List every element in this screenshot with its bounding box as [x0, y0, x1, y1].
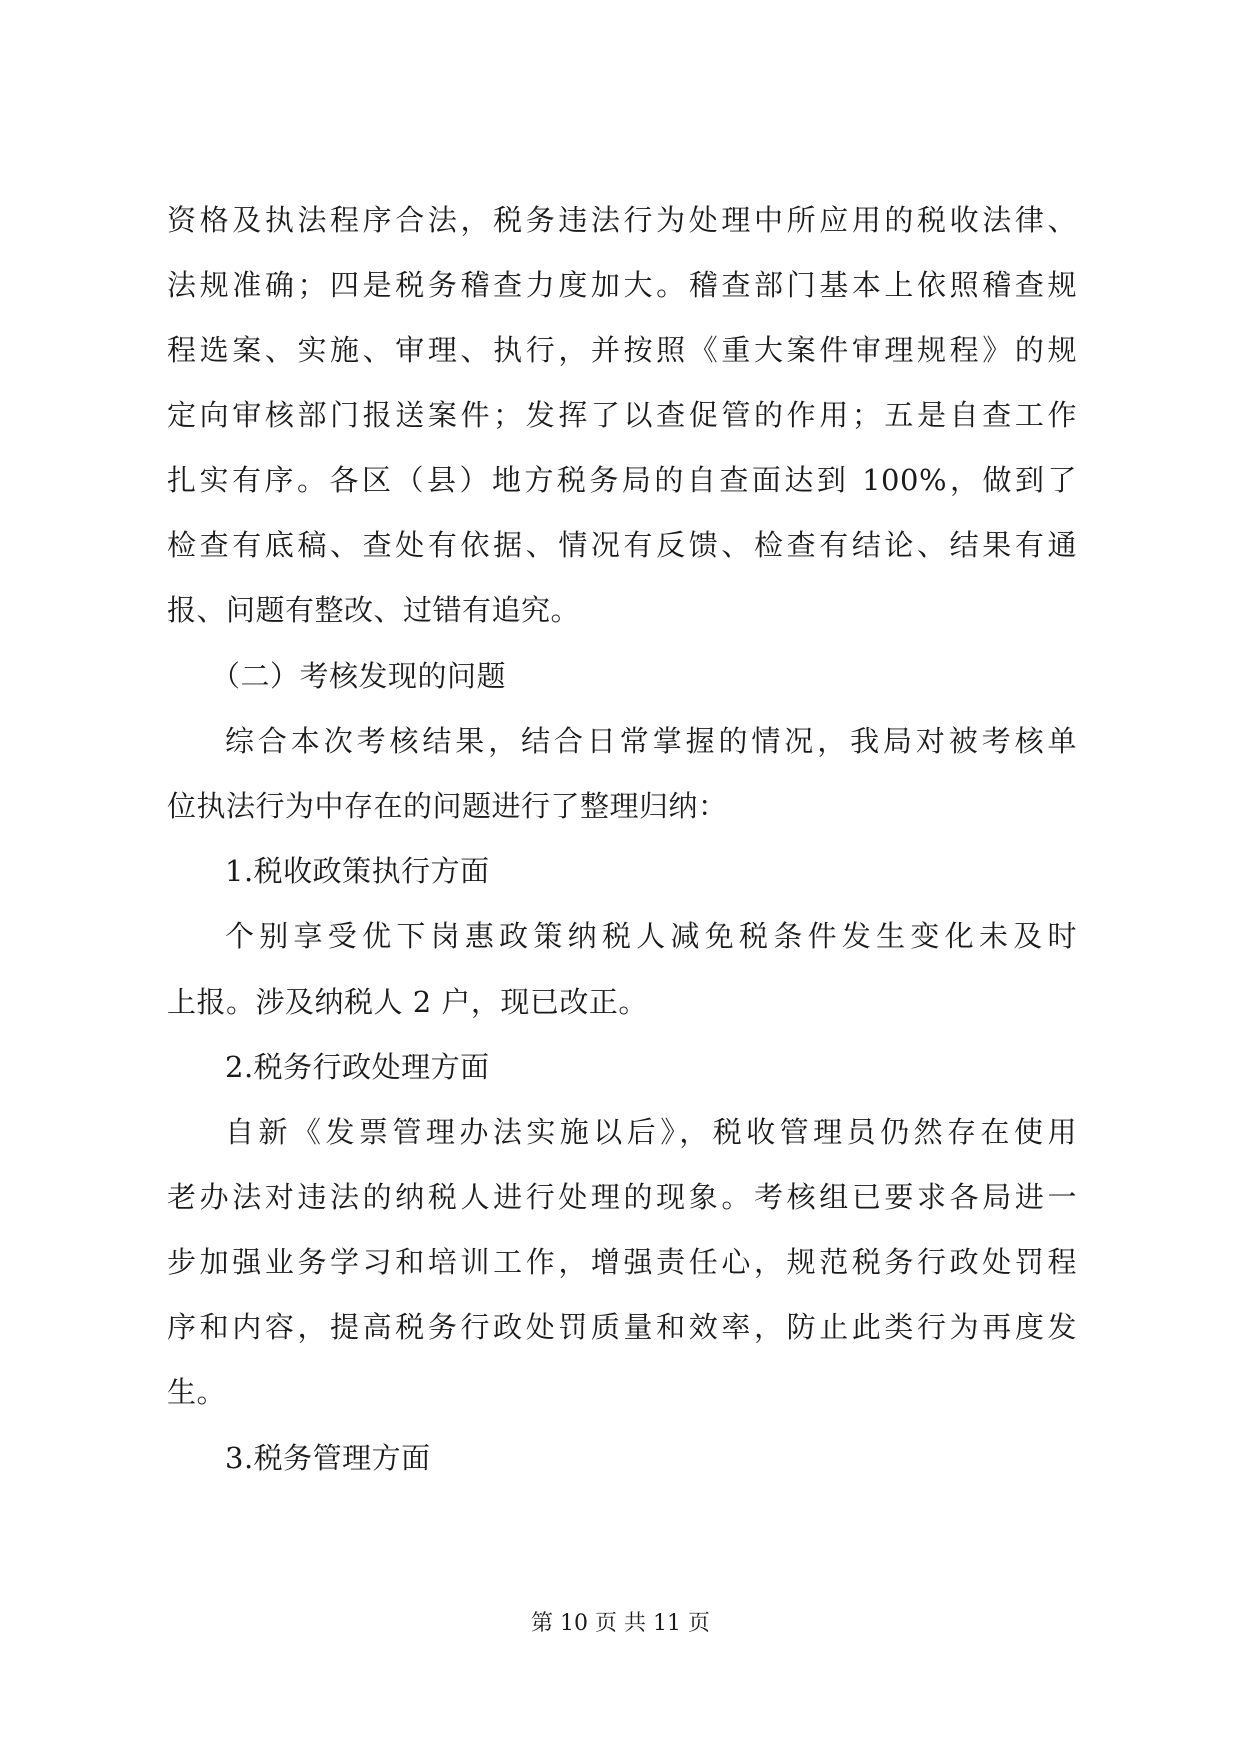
- paragraph-line: 综合本次考核结果，结合日常掌握的情况，我局对被考核单: [225, 724, 1077, 758]
- paragraph-line: 个别享受优下岗惠政策纳税人减免税条件发生变化未及时: [225, 919, 1077, 953]
- paragraph-line: 步加强业务学习和培训工作，增强责任心，规范税务行政处罚程: [167, 1245, 1077, 1279]
- subsection-heading: 3.税务管理方面: [225, 1441, 431, 1475]
- paragraph-line: 扎实有序。各区（县）地方税务局的自查面达到 100%，做到了: [167, 463, 1077, 497]
- page-number-footer: 第 10 页 共 11 页: [531, 1611, 710, 1636]
- paragraph-line: 位执法行为中存在的问题进行了整理归纳：: [167, 789, 728, 823]
- paragraph-line: 资格及执法程序合法，税务违法行为处理中所应用的税收法律、: [167, 203, 1077, 237]
- subsection-heading: 1.税收政策执行方面: [225, 854, 490, 888]
- paragraph-line: 生。: [167, 1375, 227, 1409]
- section-heading: （二）考核发现的问题: [211, 659, 507, 693]
- paragraph-line: 报、问题有整改、过错有追究。: [167, 593, 581, 627]
- paragraph-line: 老办法对违法的纳税人进行处理的现象。考核组已要求各局进一: [167, 1180, 1077, 1214]
- paragraph-line: 序和内容，提高税务行政处罚质量和效率，防止此类行为再度发: [167, 1310, 1077, 1344]
- paragraph-line: 上报。涉及纳税人 2 户，现已改正。: [167, 985, 648, 1019]
- paragraph-line: 法规准确；四是税务稽查力度加大。稽查部门基本上依照稽查规: [167, 268, 1077, 302]
- paragraph-line: 程选案、实施、审理、执行，并按照《重大案件审理规程》的规: [167, 333, 1077, 367]
- subsection-heading: 2.税务行政处理方面: [225, 1050, 490, 1084]
- paragraph-line: 自新《发票管理办法实施以后》，税收管理员仍然存在使用: [225, 1115, 1077, 1149]
- paragraph-line: 定向审核部门报送案件；发挥了以查促管的作用；五是自查工作: [167, 398, 1077, 432]
- paragraph-line: 检查有底稿、查处有依据、情况有反馈、检查有结论、结果有通: [167, 528, 1077, 562]
